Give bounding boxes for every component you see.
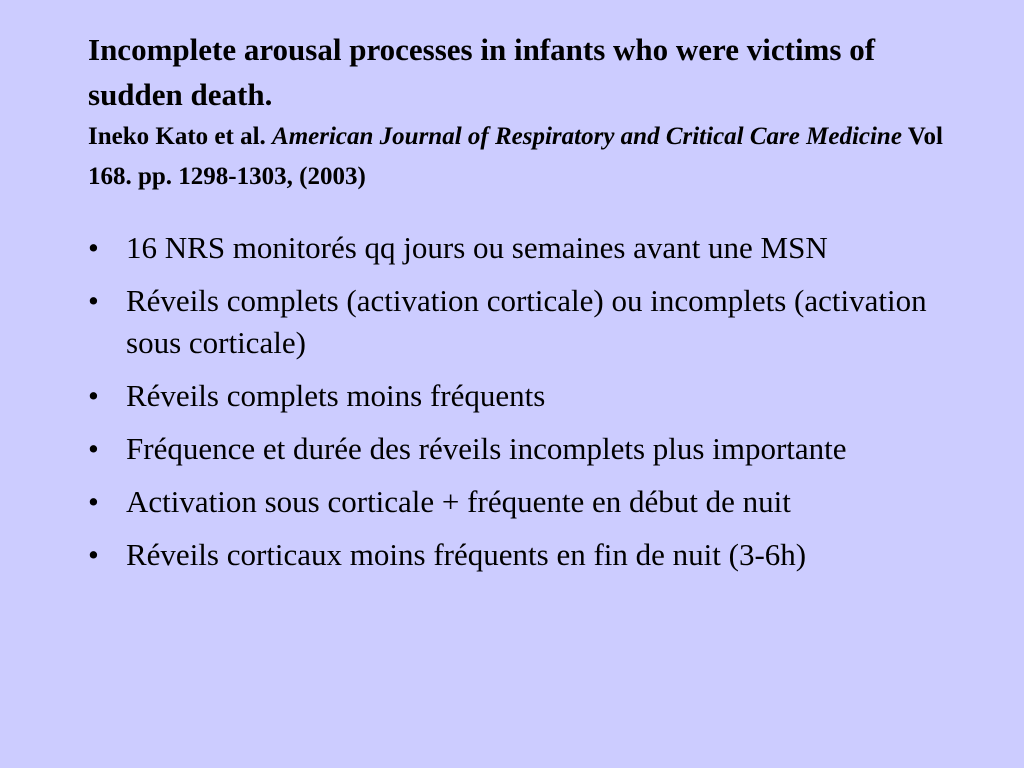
bullet-list xyxy=(88,227,948,587)
slide-title: Incomplete arousal processes in infants who were victims of sudden death. xyxy=(88,32,876,112)
bullet-icon: • xyxy=(88,484,99,519)
bullet-text: 16 NRS monitorés qq jours ou semaines avant une MSN xyxy=(126,230,828,265)
title-block xyxy=(88,27,968,197)
citation-authors: Ineko Kato et al. xyxy=(88,123,273,150)
citation xyxy=(88,117,968,197)
bullet-text: Activation sous corticale + fréquente en début de nuit xyxy=(126,484,791,519)
bullet-text: Fréquence et durée des réveils incomplets plus importante xyxy=(126,431,847,466)
citation-details: Vol 168. pp. 1298-1303, (2003) xyxy=(88,123,943,190)
bullet-item xyxy=(88,227,948,269)
bullet-icon: • xyxy=(88,537,99,572)
bullet-icon: • xyxy=(88,431,99,466)
bullet-item xyxy=(88,428,948,470)
bullet-icon: • xyxy=(88,283,99,318)
bullet-text: Réveils complets (activation corticale) ou incomplets (activation sous corticale) xyxy=(126,283,927,360)
citation-journal: American Journal of Respiratory and Critical Care Medicine xyxy=(272,123,902,150)
bullet-text: Réveils corticaux moins fréquents en fin de nuit (3-6h) xyxy=(126,537,807,572)
bullet-icon: • xyxy=(88,230,99,265)
bullet-item xyxy=(88,280,948,364)
bullet-icon: • xyxy=(88,378,99,413)
bullet-item xyxy=(88,375,948,417)
bullet-text: Réveils complets moins fréquents xyxy=(126,378,546,413)
bullet-item xyxy=(88,534,948,576)
bullet-item xyxy=(88,481,948,523)
